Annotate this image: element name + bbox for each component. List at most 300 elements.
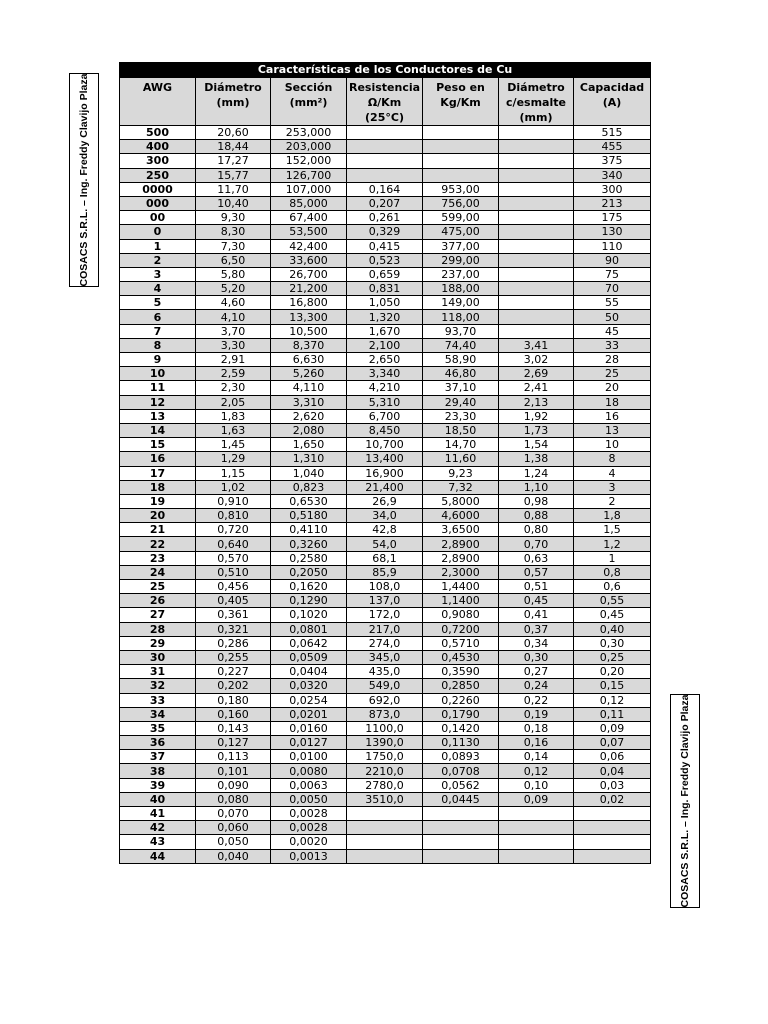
cell-weight: 188,00 bbox=[423, 282, 499, 296]
column-header-line: Capacidad bbox=[579, 81, 645, 94]
cell-section: 1,310 bbox=[271, 452, 347, 466]
cell-resistance: 435,0 bbox=[347, 665, 423, 679]
column-header-line: Resistencia bbox=[348, 81, 421, 94]
cell-enamel-diameter: 2,41 bbox=[499, 381, 574, 395]
cell-weight: 0,2260 bbox=[423, 693, 499, 707]
cell-diameter: 7,30 bbox=[196, 239, 271, 253]
table-row bbox=[120, 423, 651, 437]
cell-diameter: 8,30 bbox=[196, 225, 271, 239]
cell-resistance bbox=[347, 140, 423, 154]
cell-diameter: 1,63 bbox=[196, 423, 271, 437]
cell-awg: 15 bbox=[120, 438, 196, 452]
cell-enamel-diameter bbox=[499, 168, 574, 182]
table-row bbox=[120, 750, 651, 764]
cell-enamel-diameter: 0,57 bbox=[499, 565, 574, 579]
column-header-resistance bbox=[347, 78, 423, 126]
cell-section: 21,200 bbox=[271, 282, 347, 296]
cell-weight: 9,23 bbox=[423, 466, 499, 480]
cell-enamel-diameter: 2,13 bbox=[499, 395, 574, 409]
cell-diameter: 5,80 bbox=[196, 267, 271, 281]
cell-capacity: 0,8 bbox=[574, 565, 651, 579]
cell-resistance bbox=[347, 807, 423, 821]
table-row bbox=[120, 778, 651, 792]
cell-diameter: 0,040 bbox=[196, 849, 271, 863]
stamp-text: COSACS S.R.L. – Ing. Freddy Clavijo Plaza bbox=[78, 73, 90, 287]
cell-enamel-diameter: 1,92 bbox=[499, 409, 574, 423]
cell-enamel-diameter: 1,38 bbox=[499, 452, 574, 466]
table-row bbox=[120, 707, 651, 721]
cell-diameter: 0,286 bbox=[196, 636, 271, 650]
cell-weight: 0,1420 bbox=[423, 721, 499, 735]
cell-resistance: 1,050 bbox=[347, 296, 423, 310]
cell-diameter: 20,60 bbox=[196, 126, 271, 140]
cell-enamel-diameter: 0,22 bbox=[499, 693, 574, 707]
cell-enamel-diameter: 0,88 bbox=[499, 509, 574, 523]
cell-enamel-diameter bbox=[499, 211, 574, 225]
cell-section: 0,1620 bbox=[271, 580, 347, 594]
cell-awg: 42 bbox=[120, 821, 196, 835]
cell-weight: 74,40 bbox=[423, 338, 499, 352]
cell-enamel-diameter: 2,69 bbox=[499, 367, 574, 381]
cell-section: 0,0028 bbox=[271, 807, 347, 821]
cell-resistance: 2780,0 bbox=[347, 778, 423, 792]
cell-section: 26,700 bbox=[271, 267, 347, 281]
cell-diameter: 1,15 bbox=[196, 466, 271, 480]
cell-section: 0,0201 bbox=[271, 707, 347, 721]
cell-section: 67,400 bbox=[271, 211, 347, 225]
cell-resistance: 0,164 bbox=[347, 182, 423, 196]
cell-capacity: 110 bbox=[574, 239, 651, 253]
cell-resistance: 34,0 bbox=[347, 509, 423, 523]
cell-resistance: 692,0 bbox=[347, 693, 423, 707]
table-row bbox=[120, 395, 651, 409]
company-stamp-left bbox=[69, 73, 99, 287]
cell-enamel-diameter: 0,24 bbox=[499, 679, 574, 693]
table-row bbox=[120, 608, 651, 622]
cell-weight bbox=[423, 849, 499, 863]
cell-resistance: 1,320 bbox=[347, 310, 423, 324]
column-header-line: (mm) bbox=[216, 96, 250, 109]
cell-enamel-diameter: 0,18 bbox=[499, 721, 574, 735]
cell-section: 0,1290 bbox=[271, 594, 347, 608]
cell-diameter: 2,30 bbox=[196, 381, 271, 395]
cell-awg: 4 bbox=[120, 282, 196, 296]
table-row bbox=[120, 324, 651, 338]
cell-resistance bbox=[347, 126, 423, 140]
table-row bbox=[120, 523, 651, 537]
cell-capacity: 1,5 bbox=[574, 523, 651, 537]
cell-awg: 43 bbox=[120, 835, 196, 849]
cell-section: 85,000 bbox=[271, 196, 347, 210]
conductor-characteristics-table bbox=[119, 62, 651, 864]
table-row bbox=[120, 253, 651, 267]
cell-capacity: 55 bbox=[574, 296, 651, 310]
cell-diameter: 3,30 bbox=[196, 338, 271, 352]
cell-capacity: 90 bbox=[574, 253, 651, 267]
cell-capacity: 375 bbox=[574, 154, 651, 168]
cell-enamel-diameter: 0,09 bbox=[499, 792, 574, 806]
cell-awg: 29 bbox=[120, 636, 196, 650]
cell-section: 0,0100 bbox=[271, 750, 347, 764]
cell-enamel-diameter bbox=[499, 126, 574, 140]
company-stamp-right bbox=[670, 694, 700, 908]
cell-diameter: 0,255 bbox=[196, 650, 271, 664]
cell-diameter: 0,570 bbox=[196, 551, 271, 565]
cell-diameter: 2,91 bbox=[196, 353, 271, 367]
cell-weight: 0,0445 bbox=[423, 792, 499, 806]
cell-diameter: 2,59 bbox=[196, 367, 271, 381]
cell-capacity: 20 bbox=[574, 381, 651, 395]
cell-weight: 0,2850 bbox=[423, 679, 499, 693]
cell-awg: 36 bbox=[120, 736, 196, 750]
stamp-text: COSACS S.R.L. – Ing. Freddy Clavijo Plaza bbox=[679, 694, 691, 908]
cell-diameter: 0,321 bbox=[196, 622, 271, 636]
cell-weight: 0,1790 bbox=[423, 707, 499, 721]
table-row bbox=[120, 565, 651, 579]
cell-awg: 22 bbox=[120, 537, 196, 551]
cell-section: 0,0050 bbox=[271, 792, 347, 806]
cell-section: 0,5180 bbox=[271, 509, 347, 523]
cell-enamel-diameter: 0,14 bbox=[499, 750, 574, 764]
column-header-line: Diámetro bbox=[507, 81, 565, 94]
cell-awg: 00 bbox=[120, 211, 196, 225]
cell-enamel-diameter: 0,45 bbox=[499, 594, 574, 608]
table-row bbox=[120, 168, 651, 182]
cell-section: 0,0801 bbox=[271, 622, 347, 636]
table-row bbox=[120, 282, 651, 296]
cell-enamel-diameter bbox=[499, 324, 574, 338]
cell-enamel-diameter: 0,70 bbox=[499, 537, 574, 551]
cell-diameter: 9,30 bbox=[196, 211, 271, 225]
cell-awg: 20 bbox=[120, 509, 196, 523]
cell-resistance: 549,0 bbox=[347, 679, 423, 693]
cell-awg: 34 bbox=[120, 707, 196, 721]
cell-section: 53,500 bbox=[271, 225, 347, 239]
cell-section: 107,000 bbox=[271, 182, 347, 196]
cell-awg: 13 bbox=[120, 409, 196, 423]
cell-diameter: 0,060 bbox=[196, 821, 271, 835]
cell-capacity: 2 bbox=[574, 494, 651, 508]
cell-weight bbox=[423, 126, 499, 140]
cell-enamel-diameter bbox=[499, 154, 574, 168]
cell-weight: 2,8900 bbox=[423, 537, 499, 551]
cell-section: 16,800 bbox=[271, 296, 347, 310]
cell-weight: 18,50 bbox=[423, 423, 499, 437]
cell-diameter: 0,810 bbox=[196, 509, 271, 523]
cell-weight bbox=[423, 821, 499, 835]
cell-enamel-diameter: 1,73 bbox=[499, 423, 574, 437]
table-title: Características de los Conductores de Cu bbox=[120, 63, 651, 78]
table-row bbox=[120, 126, 651, 140]
cell-capacity: 28 bbox=[574, 353, 651, 367]
cell-enamel-diameter bbox=[499, 310, 574, 324]
cell-resistance: 1390,0 bbox=[347, 736, 423, 750]
cell-resistance: 6,700 bbox=[347, 409, 423, 423]
table-row bbox=[120, 438, 651, 452]
cell-weight: 7,32 bbox=[423, 480, 499, 494]
table-row bbox=[120, 849, 651, 863]
cell-section: 152,000 bbox=[271, 154, 347, 168]
cell-resistance bbox=[347, 821, 423, 835]
cell-resistance: 13,400 bbox=[347, 452, 423, 466]
cell-awg: 10 bbox=[120, 367, 196, 381]
cell-resistance: 0,415 bbox=[347, 239, 423, 253]
cell-resistance: 345,0 bbox=[347, 650, 423, 664]
cell-weight: 0,5710 bbox=[423, 636, 499, 650]
cell-weight: 475,00 bbox=[423, 225, 499, 239]
conductor-table-container bbox=[119, 62, 650, 864]
cell-diameter: 0,361 bbox=[196, 608, 271, 622]
table-row bbox=[120, 353, 651, 367]
cell-enamel-diameter: 0,37 bbox=[499, 622, 574, 636]
cell-resistance: 21,400 bbox=[347, 480, 423, 494]
cell-weight: 0,7200 bbox=[423, 622, 499, 636]
cell-capacity: 0,55 bbox=[574, 594, 651, 608]
cell-capacity: 0,25 bbox=[574, 650, 651, 664]
cell-weight: 1,4400 bbox=[423, 580, 499, 594]
cell-resistance: 217,0 bbox=[347, 622, 423, 636]
cell-diameter: 3,70 bbox=[196, 324, 271, 338]
cell-diameter: 6,50 bbox=[196, 253, 271, 267]
cell-awg: 21 bbox=[120, 523, 196, 537]
cell-weight: 11,60 bbox=[423, 452, 499, 466]
table-row bbox=[120, 693, 651, 707]
cell-section: 10,500 bbox=[271, 324, 347, 338]
table-row bbox=[120, 792, 651, 806]
cell-diameter: 17,27 bbox=[196, 154, 271, 168]
cell-section: 8,370 bbox=[271, 338, 347, 352]
cell-enamel-diameter bbox=[499, 253, 574, 267]
cell-capacity: 300 bbox=[574, 182, 651, 196]
cell-weight: 2,8900 bbox=[423, 551, 499, 565]
cell-section: 0,0127 bbox=[271, 736, 347, 750]
cell-enamel-diameter bbox=[499, 282, 574, 296]
cell-resistance: 0,523 bbox=[347, 253, 423, 267]
cell-capacity: 0,07 bbox=[574, 736, 651, 750]
table-row bbox=[120, 225, 651, 239]
cell-resistance: 3510,0 bbox=[347, 792, 423, 806]
table-row bbox=[120, 196, 651, 210]
column-header-line: (25°C) bbox=[365, 111, 404, 124]
cell-resistance: 0,659 bbox=[347, 267, 423, 281]
cell-capacity: 0,09 bbox=[574, 721, 651, 735]
cell-enamel-diameter: 0,12 bbox=[499, 764, 574, 778]
cell-enamel-diameter bbox=[499, 196, 574, 210]
cell-capacity: 0,12 bbox=[574, 693, 651, 707]
column-header-line: (mm) bbox=[519, 111, 553, 124]
column-header-line: Peso en bbox=[436, 81, 485, 94]
cell-capacity: 0,04 bbox=[574, 764, 651, 778]
table-row bbox=[120, 665, 651, 679]
table-row bbox=[120, 679, 651, 693]
column-header-line: (mm²) bbox=[289, 96, 328, 109]
cell-enamel-diameter: 0,19 bbox=[499, 707, 574, 721]
cell-section: 2,080 bbox=[271, 423, 347, 437]
cell-weight bbox=[423, 807, 499, 821]
cell-resistance: 274,0 bbox=[347, 636, 423, 650]
cell-diameter: 18,44 bbox=[196, 140, 271, 154]
cell-resistance: 10,700 bbox=[347, 438, 423, 452]
cell-capacity: 1,8 bbox=[574, 509, 651, 523]
column-header-line: (A) bbox=[602, 96, 622, 109]
cell-diameter: 1,29 bbox=[196, 452, 271, 466]
cell-diameter: 10,40 bbox=[196, 196, 271, 210]
cell-capacity bbox=[574, 821, 651, 835]
cell-awg: 3 bbox=[120, 267, 196, 281]
cell-diameter: 0,720 bbox=[196, 523, 271, 537]
cell-capacity: 8 bbox=[574, 452, 651, 466]
cell-enamel-diameter: 0,30 bbox=[499, 650, 574, 664]
table-row bbox=[120, 835, 651, 849]
cell-weight: 5,8000 bbox=[423, 494, 499, 508]
cell-awg: 18 bbox=[120, 480, 196, 494]
cell-section: 0,6530 bbox=[271, 494, 347, 508]
cell-section: 0,2580 bbox=[271, 551, 347, 565]
cell-awg: 5 bbox=[120, 296, 196, 310]
cell-awg: 11 bbox=[120, 381, 196, 395]
column-header-line: Sección bbox=[284, 81, 333, 94]
cell-diameter: 5,20 bbox=[196, 282, 271, 296]
cell-capacity bbox=[574, 849, 651, 863]
cell-weight bbox=[423, 835, 499, 849]
cell-resistance: 42,8 bbox=[347, 523, 423, 537]
cell-section: 0,0254 bbox=[271, 693, 347, 707]
cell-capacity: 340 bbox=[574, 168, 651, 182]
cell-weight: 46,80 bbox=[423, 367, 499, 381]
cell-awg: 000 bbox=[120, 196, 196, 210]
column-header-line: Kg/Km bbox=[440, 96, 481, 109]
cell-resistance: 54,0 bbox=[347, 537, 423, 551]
cell-resistance: 0,329 bbox=[347, 225, 423, 239]
cell-section: 0,0020 bbox=[271, 835, 347, 849]
cell-capacity: 0,30 bbox=[574, 636, 651, 650]
cell-awg: 17 bbox=[120, 466, 196, 480]
cell-enamel-diameter: 1,10 bbox=[499, 480, 574, 494]
cell-section: 0,1020 bbox=[271, 608, 347, 622]
cell-enamel-diameter bbox=[499, 821, 574, 835]
cell-capacity: 0,45 bbox=[574, 608, 651, 622]
cell-capacity: 0,06 bbox=[574, 750, 651, 764]
cell-section: 1,040 bbox=[271, 466, 347, 480]
cell-weight bbox=[423, 154, 499, 168]
cell-diameter: 1,45 bbox=[196, 438, 271, 452]
column-header-weight bbox=[423, 78, 499, 126]
cell-diameter: 0,080 bbox=[196, 792, 271, 806]
cell-weight: 756,00 bbox=[423, 196, 499, 210]
cell-section: 0,823 bbox=[271, 480, 347, 494]
table-row bbox=[120, 381, 651, 395]
cell-capacity: 70 bbox=[574, 282, 651, 296]
cell-resistance: 0,261 bbox=[347, 211, 423, 225]
cell-awg: 26 bbox=[120, 594, 196, 608]
cell-diameter: 0,202 bbox=[196, 679, 271, 693]
table-row bbox=[120, 807, 651, 821]
cell-enamel-diameter: 0,51 bbox=[499, 580, 574, 594]
cell-weight bbox=[423, 168, 499, 182]
cell-enamel-diameter: 0,80 bbox=[499, 523, 574, 537]
cell-diameter: 0,910 bbox=[196, 494, 271, 508]
cell-capacity: 515 bbox=[574, 126, 651, 140]
cell-awg: 9 bbox=[120, 353, 196, 367]
cell-section: 0,0160 bbox=[271, 721, 347, 735]
cell-awg: 12 bbox=[120, 395, 196, 409]
cell-awg: 25 bbox=[120, 580, 196, 594]
cell-awg: 24 bbox=[120, 565, 196, 579]
cell-weight: 58,90 bbox=[423, 353, 499, 367]
cell-enamel-diameter: 0,41 bbox=[499, 608, 574, 622]
cell-weight: 237,00 bbox=[423, 267, 499, 281]
cell-awg: 35 bbox=[120, 721, 196, 735]
column-header-awg bbox=[120, 78, 196, 126]
cell-section: 5,260 bbox=[271, 367, 347, 381]
cell-awg: 400 bbox=[120, 140, 196, 154]
table-row bbox=[120, 821, 651, 835]
table-row bbox=[120, 764, 651, 778]
cell-diameter: 0,160 bbox=[196, 707, 271, 721]
table-row bbox=[120, 594, 651, 608]
cell-section: 13,300 bbox=[271, 310, 347, 324]
cell-awg: 33 bbox=[120, 693, 196, 707]
table-row bbox=[120, 551, 651, 565]
cell-capacity: 455 bbox=[574, 140, 651, 154]
cell-diameter: 4,10 bbox=[196, 310, 271, 324]
cell-awg: 30 bbox=[120, 650, 196, 664]
cell-weight: 953,00 bbox=[423, 182, 499, 196]
table-row bbox=[120, 721, 651, 735]
cell-enamel-diameter bbox=[499, 807, 574, 821]
column-header-diameter bbox=[196, 78, 271, 126]
cell-capacity: 0,20 bbox=[574, 665, 651, 679]
cell-awg: 7 bbox=[120, 324, 196, 338]
cell-enamel-diameter: 0,34 bbox=[499, 636, 574, 650]
cell-awg: 27 bbox=[120, 608, 196, 622]
cell-weight: 0,9080 bbox=[423, 608, 499, 622]
cell-awg: 500 bbox=[120, 126, 196, 140]
cell-enamel-diameter bbox=[499, 849, 574, 863]
cell-diameter: 0,227 bbox=[196, 665, 271, 679]
cell-resistance: 108,0 bbox=[347, 580, 423, 594]
table-row bbox=[120, 636, 651, 650]
table-row bbox=[120, 310, 651, 324]
cell-weight: 118,00 bbox=[423, 310, 499, 324]
cell-capacity: 1 bbox=[574, 551, 651, 565]
cell-enamel-diameter bbox=[499, 239, 574, 253]
cell-weight: 0,0893 bbox=[423, 750, 499, 764]
cell-enamel-diameter bbox=[499, 835, 574, 849]
table-row bbox=[120, 239, 651, 253]
table-row bbox=[120, 338, 651, 352]
cell-weight: 0,0562 bbox=[423, 778, 499, 792]
cell-capacity: 0,15 bbox=[574, 679, 651, 693]
cell-resistance: 2,100 bbox=[347, 338, 423, 352]
cell-capacity: 50 bbox=[574, 310, 651, 324]
cell-capacity: 33 bbox=[574, 338, 651, 352]
cell-awg: 19 bbox=[120, 494, 196, 508]
cell-enamel-diameter: 0,98 bbox=[499, 494, 574, 508]
cell-awg: 2 bbox=[120, 253, 196, 267]
cell-awg: 8 bbox=[120, 338, 196, 352]
cell-awg: 31 bbox=[120, 665, 196, 679]
cell-weight: 2,3000 bbox=[423, 565, 499, 579]
cell-resistance: 26,9 bbox=[347, 494, 423, 508]
table-row bbox=[120, 211, 651, 225]
cell-weight: 23,30 bbox=[423, 409, 499, 423]
column-header-enamel-diameter bbox=[499, 78, 574, 126]
table-row bbox=[120, 466, 651, 480]
table-row bbox=[120, 494, 651, 508]
cell-enamel-diameter bbox=[499, 140, 574, 154]
cell-weight: 29,40 bbox=[423, 395, 499, 409]
